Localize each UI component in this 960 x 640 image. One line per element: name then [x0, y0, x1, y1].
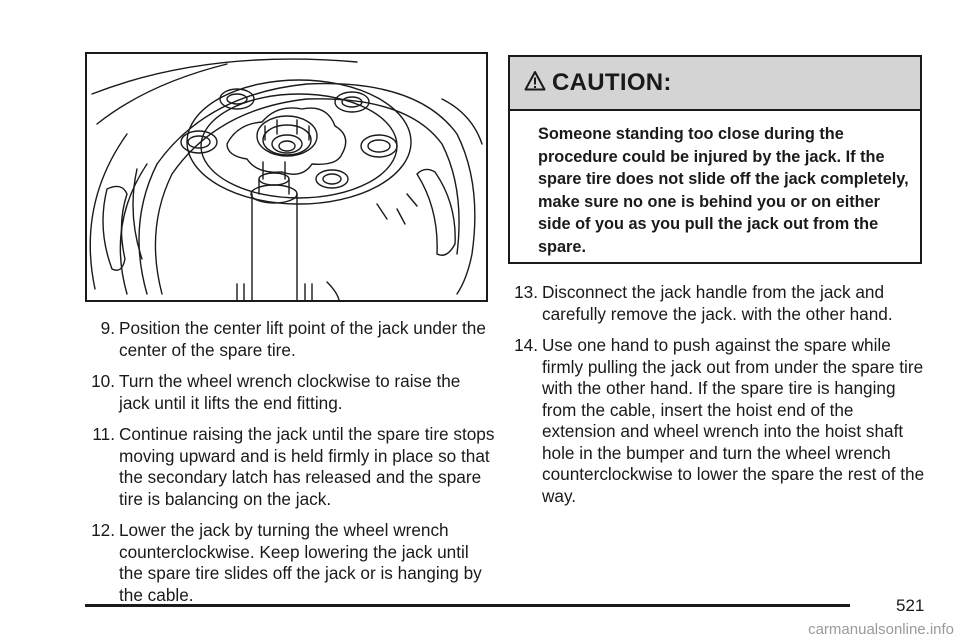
- step-text: Disconnect the jack handle from the jack and carefully remove the jack. with the other hand.: [542, 282, 893, 324]
- step-text: Turn the wheel wrench clockwise to raise the jack until it lifts the end fitting.: [119, 371, 461, 413]
- caution-header: [510, 57, 920, 111]
- step-text: Use one hand to push against the spare while firmly pulling the jack out from under the spare tire with the other hand. If the spare tire is hanging from the cable, insert the hoist end of the extension and wheel wrench into the hoist shaft hole in the bumper and turn the wheel wrench counterclockwise to lower the spare the rest of the way.: [542, 335, 925, 506]
- step-number: 13.: [514, 282, 538, 302]
- step-14: [508, 335, 928, 507]
- step-number: 14.: [514, 335, 538, 355]
- step-11: [85, 424, 495, 510]
- step-text: Lower the jack by turning the wheel wrench counterclockwise. Keep lowering the jack until the spare tire slides off the jack or is hanging by the cable.: [119, 520, 482, 605]
- left-column-steps: [85, 318, 495, 616]
- caution-box: [508, 55, 922, 264]
- page-number: 521: [896, 596, 925, 615]
- step-number: 11.: [92, 424, 115, 444]
- step-13: [508, 282, 928, 325]
- step-number: 9.: [100, 318, 115, 338]
- step-text: Continue raising the jack until the spare tire stops moving upward and is held firmly in place so that the secondary latch has released and the spare tire is balancing on the jack.: [119, 424, 495, 509]
- right-column-steps: [508, 282, 928, 517]
- caution-title: CAUTION:: [552, 69, 672, 96]
- footer-rule: [85, 604, 850, 607]
- step-text: Position the center lift point of the jack under the center of the spare tire.: [119, 318, 486, 360]
- step-number: 12.: [91, 520, 115, 540]
- caution-text: Someone standing too close during the procedure could be injured by the jack. If the spare tire does not slide off the jack completely, make sure no one is behind you or on either side of you as you pull the jack out from the spare.: [538, 125, 909, 256]
- step-10: [85, 371, 495, 414]
- step-number: 10.: [91, 371, 115, 391]
- step-9: [85, 318, 495, 361]
- watermark: carmanualsonline.info: [808, 621, 954, 638]
- step-12: [85, 520, 495, 606]
- spare-tire-jack-illustration: [85, 52, 488, 302]
- warning-triangle-icon: [524, 70, 546, 97]
